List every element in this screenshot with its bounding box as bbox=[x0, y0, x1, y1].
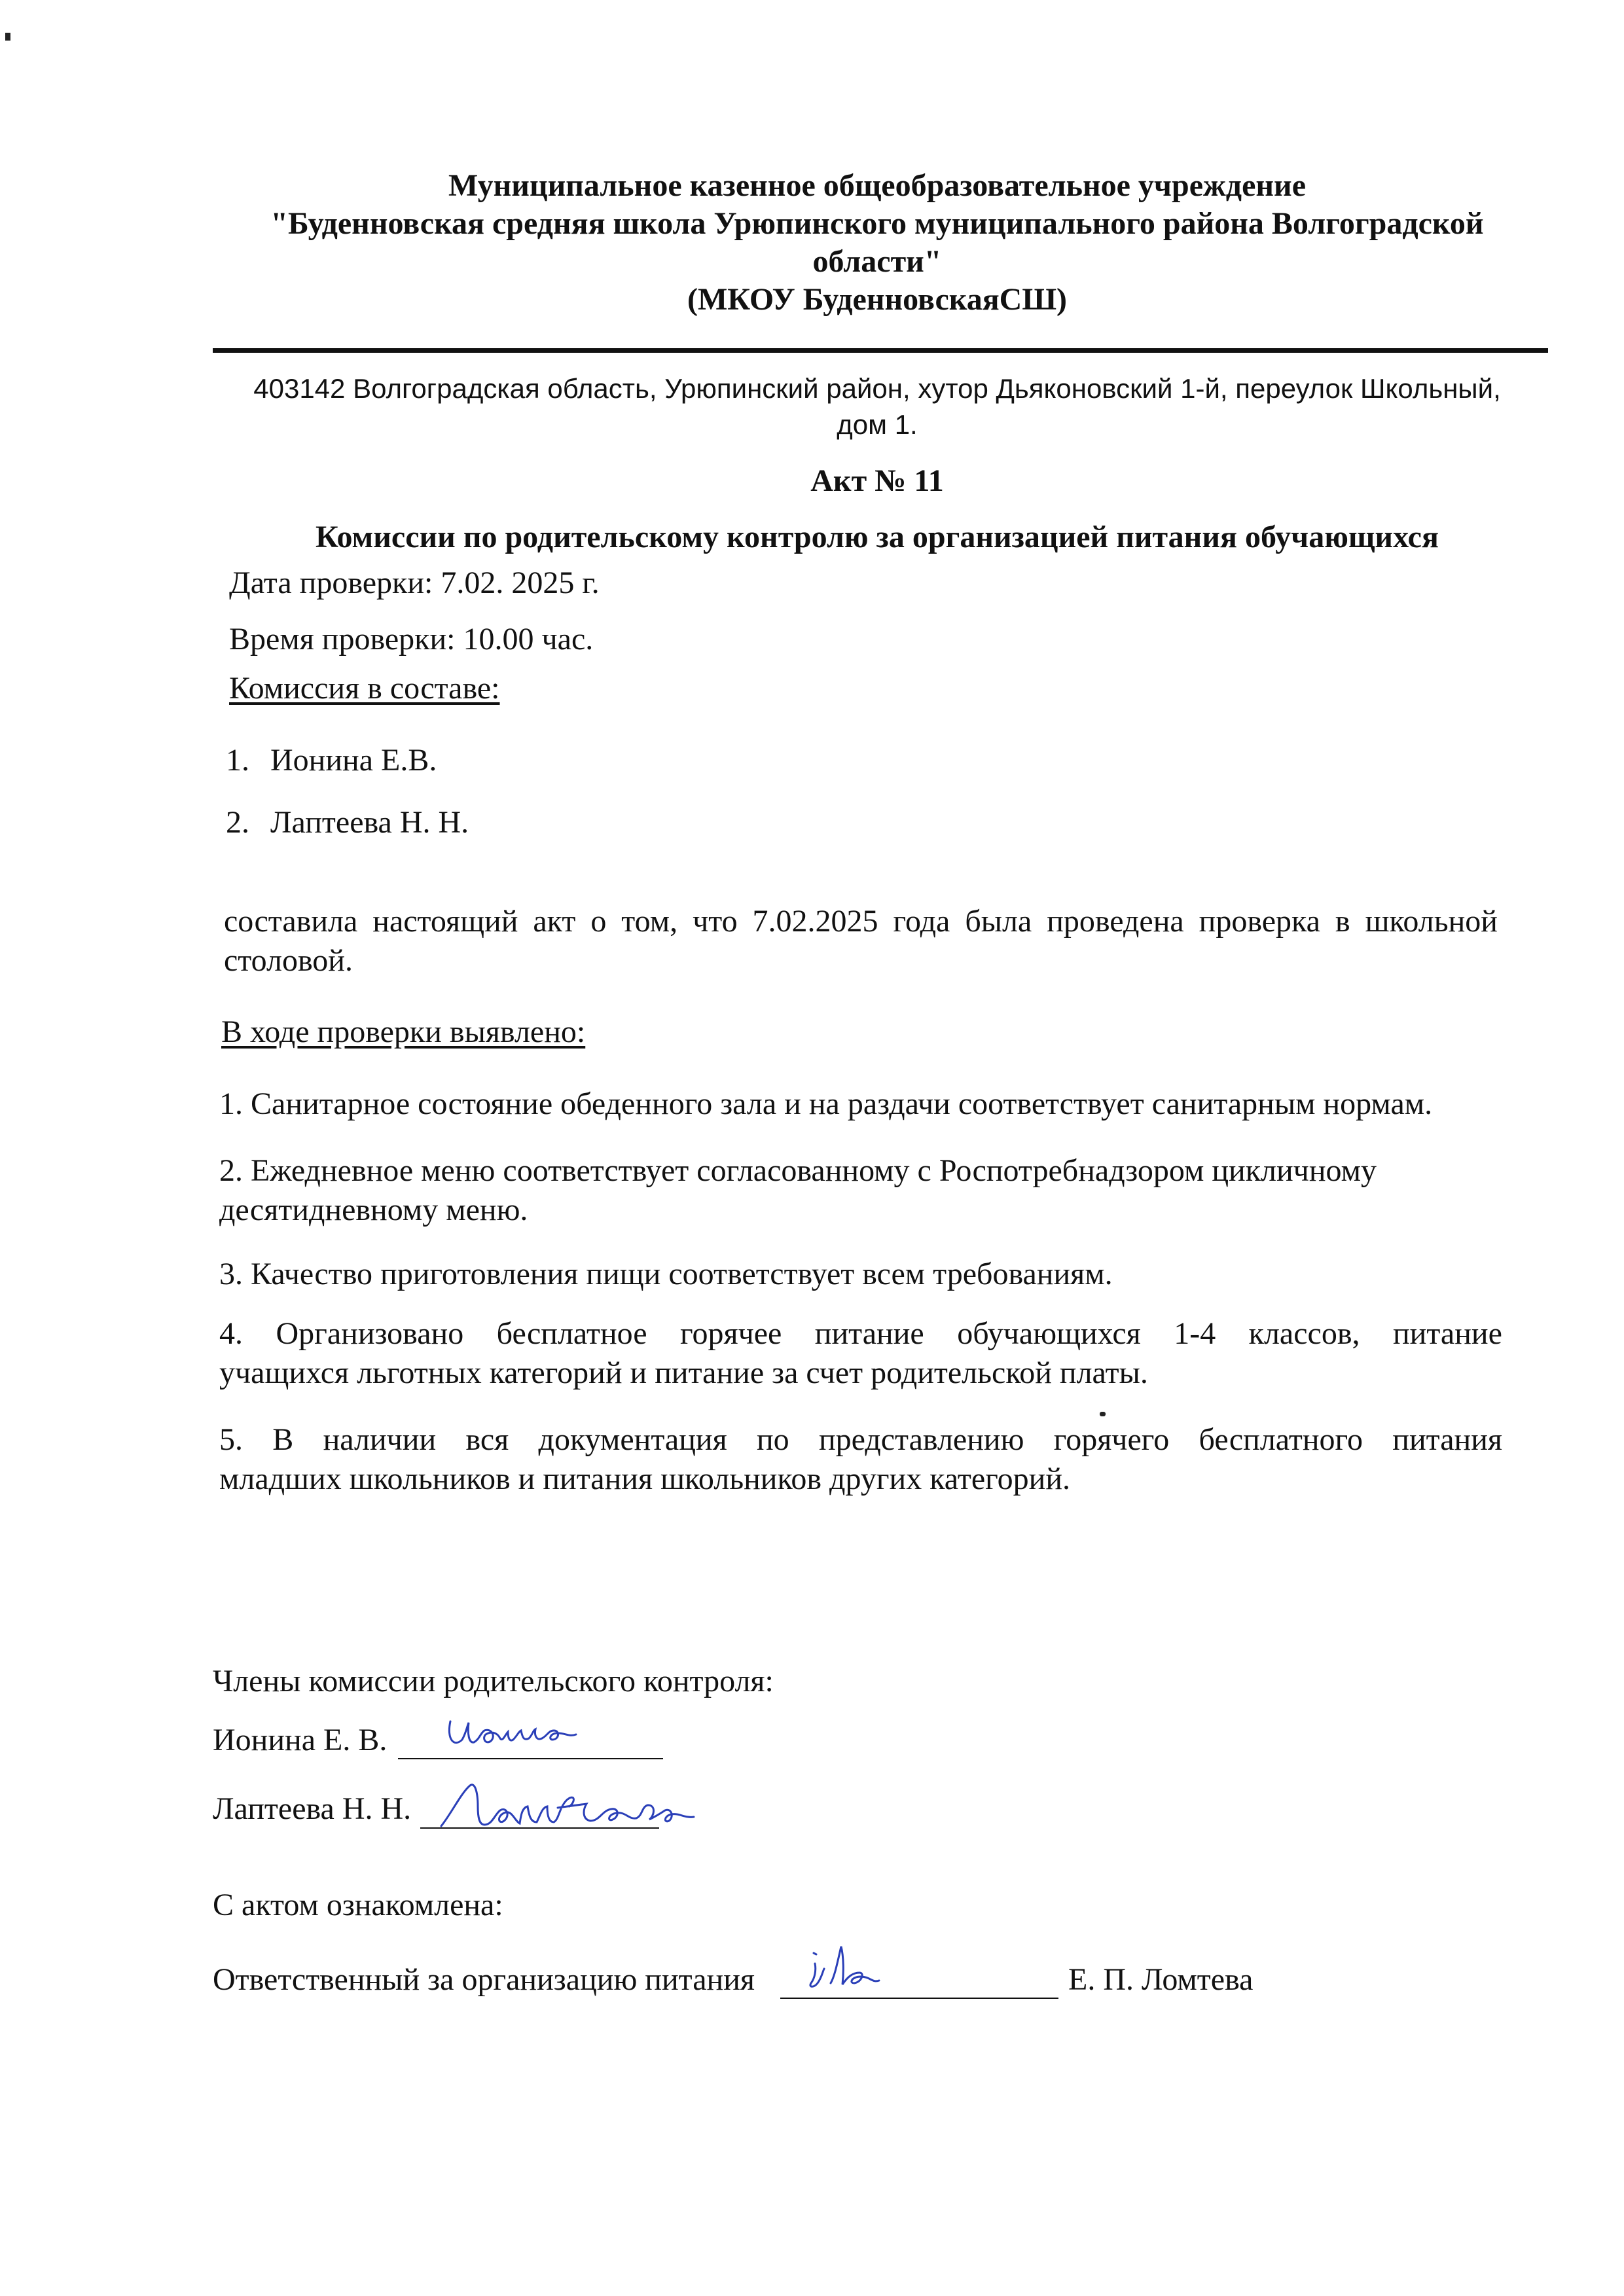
acquainted-label: С актом ознакомлена: bbox=[213, 1888, 503, 1922]
word: 5. bbox=[219, 1422, 243, 1457]
member-1-signature bbox=[445, 1713, 641, 1766]
word: наличии bbox=[323, 1422, 437, 1457]
word: представлению bbox=[818, 1422, 1024, 1457]
act-number: Акт № 11 bbox=[810, 463, 944, 498]
responsible-name: Е. П. Ломтева bbox=[1068, 1962, 1254, 1997]
member-number: 2. bbox=[226, 805, 249, 840]
word: горячее bbox=[680, 1316, 782, 1351]
responsible-label: Ответственный за организацию питания bbox=[213, 1962, 755, 1997]
word: Организовано bbox=[276, 1316, 464, 1351]
word: бесплатное bbox=[496, 1316, 647, 1351]
commission-heading: Комиссия в составе: bbox=[229, 671, 500, 706]
word: вся bbox=[465, 1422, 509, 1457]
commission-member bbox=[226, 742, 437, 780]
finding-item-4 bbox=[219, 1314, 1502, 1393]
word: питание bbox=[1392, 1316, 1502, 1351]
word: 4. bbox=[219, 1316, 243, 1351]
responsible-signature bbox=[802, 1937, 893, 2003]
scan-speck bbox=[1100, 1412, 1106, 1416]
finding-item-5-line-1 bbox=[219, 1420, 1502, 1460]
word: бесплатного bbox=[1199, 1422, 1363, 1457]
commission-member bbox=[226, 804, 469, 842]
member-2-signature-label: Лаптеева Н. Н. bbox=[213, 1791, 412, 1826]
organization-header bbox=[209, 167, 1545, 319]
scan-corner-mark bbox=[5, 33, 10, 41]
finding-item-5-line-2: младших школьников и питания школьников других категорий. bbox=[219, 1462, 1071, 1496]
members-heading: Члены комиссии родительского контроля: bbox=[213, 1664, 774, 1698]
statement-paragraph bbox=[224, 902, 1498, 980]
header-line-2: "Буденновская средняя школа Урюпинского муниципального района Волгоградской bbox=[270, 206, 1484, 241]
header-line-4: (МКОУ БуденновскаяСШ) bbox=[687, 282, 1068, 317]
word: питания bbox=[1392, 1422, 1502, 1457]
finding-item-3: 3. Качество приготовления пищи соответствует всем требованиям. bbox=[219, 1257, 1113, 1291]
statement-line-1: составила настоящий акт о том, что 7.02.2025 года была проведена проверка в школьной bbox=[224, 904, 1498, 939]
header-line-3: области" bbox=[812, 244, 942, 279]
header-rule bbox=[213, 348, 1548, 353]
member-2-signature bbox=[432, 1767, 707, 1839]
word: документация bbox=[538, 1422, 727, 1457]
word: горячего bbox=[1053, 1422, 1170, 1457]
member-1-signature-label: Ионина Е. В. bbox=[213, 1723, 388, 1757]
finding-item-4-line-1 bbox=[219, 1314, 1502, 1354]
word: обучающихся bbox=[957, 1316, 1141, 1351]
word: В bbox=[272, 1422, 294, 1457]
header-line-1: Муниципальное казенное общеобразовательное учреждение bbox=[448, 168, 1307, 203]
member-name: Лаптеева Н. Н. bbox=[270, 805, 469, 840]
address-line-1: 403142 Волгоградская область, Урюпинский район, хутор Дьяконовский 1-й, переулок Школьный, bbox=[253, 373, 1501, 404]
member-number: 1. bbox=[226, 743, 249, 778]
findings-heading: В ходе проверки выявлено: bbox=[221, 1014, 586, 1049]
word: классов, bbox=[1248, 1316, 1360, 1351]
act-title: Комиссии по родительскому контролю за организацией питания обучающихся bbox=[316, 520, 1439, 554]
address bbox=[209, 370, 1545, 442]
finding-item-5 bbox=[219, 1420, 1502, 1499]
check-time: Время проверки: 10.00 час. bbox=[229, 622, 594, 656]
finding-item-4-line-2: учащихся льготных категорий и питание за счет родительской платы. bbox=[219, 1355, 1148, 1390]
address-line-2: дом 1. bbox=[837, 409, 918, 440]
finding-item-2-line-1: 2. Ежедневное меню соответствует согласованному с Роспотребнадзором цикличному bbox=[219, 1153, 1377, 1188]
word: по bbox=[756, 1422, 789, 1457]
statement-line-2: столовой. bbox=[224, 943, 353, 978]
word: 1-4 bbox=[1174, 1316, 1216, 1351]
check-date: Дата проверки: 7.02. 2025 г. bbox=[229, 565, 600, 600]
finding-item-2-line-2: десятидневному меню. bbox=[219, 1193, 528, 1227]
member-name: Ионина Е.В. bbox=[270, 743, 437, 778]
word: питание bbox=[814, 1316, 924, 1351]
finding-item-1: 1. Санитарное состояние обеденного зала и на раздачи соответствует санитарным нормам. bbox=[219, 1086, 1433, 1121]
